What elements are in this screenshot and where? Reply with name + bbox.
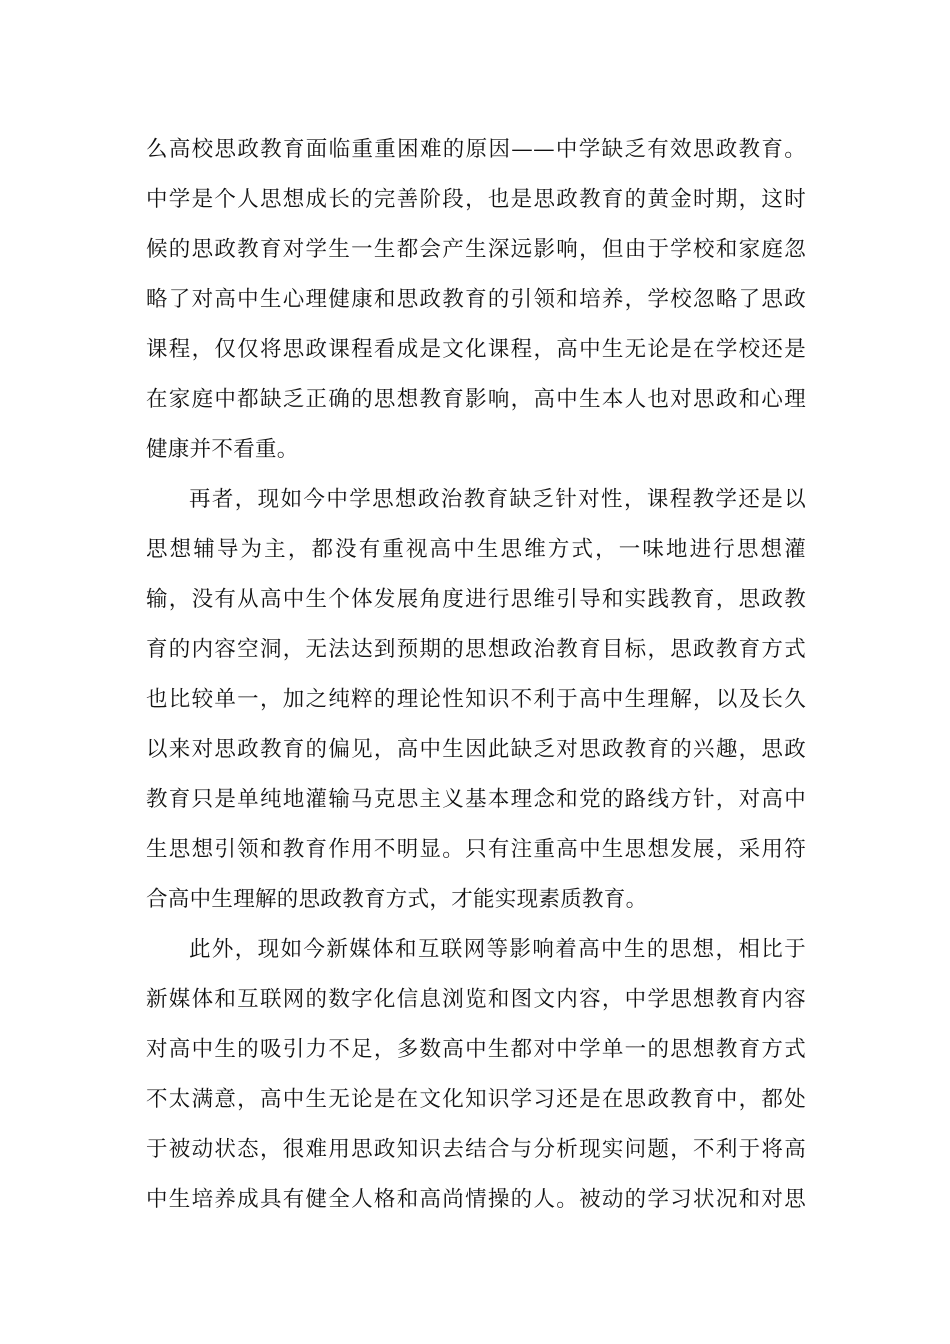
text-line: 对高中生的吸引力不足，多数高中生都对中学单一的思想教育方式 [146, 1037, 806, 1062]
text-line: 课程，仅仅将思政课程看成是文化课程，高中生无论是在学校还是 [146, 337, 806, 362]
text-line: 在家庭中都缺乏正确的思想教育影响，高中生本人也对思政和心理 [146, 387, 806, 412]
text-line: 中学是个人思想成长的完善阶段，也是思政教育的黄金时期，这时 [146, 187, 806, 212]
text-line: 新媒体和互联网的数字化信息浏览和图文内容，中学思想教育内容 [146, 987, 806, 1012]
text-line: 以来对思政教育的偏见，高中生因此缺乏对思政教育的兴趣，思政 [146, 737, 806, 762]
text-line: 育的内容空洞，无法达到预期的思想政治教育目标，思政教育方式 [146, 637, 806, 662]
paragraph-first-line: 再者，现如今中学思想政治教育缺乏针对性，课程教学还是以 [189, 487, 806, 512]
text-line: 健康并不看重。 [146, 437, 299, 462]
text-line: 候的思政教育对学生一生都会产生深远影响，但由于学校和家庭忽 [146, 237, 806, 262]
text-line: 输，没有从高中生个体发展角度进行思维引导和实践教育，思政教 [146, 587, 806, 612]
text-line: 于被动状态，很难用思政知识去结合与分析现实问题，不利于将高 [146, 1137, 806, 1162]
text-line: 略了对高中生心理健康和思政教育的引领和培养，学校忽略了思政 [146, 287, 806, 312]
text-line: 不太满意，高中生无论是在文化知识学习还是在思政教育中，都处 [146, 1087, 806, 1112]
paragraph-first-line: 此外，现如今新媒体和互联网等影响着高中生的思想，相比于 [189, 937, 806, 962]
text-line: 思想辅导为主，都没有重视高中生思维方式，一味地进行思想灌 [146, 537, 806, 562]
text-line: 中生培养成具有健全人格和高尚情操的人。被动的学习状况和对思 [146, 1187, 806, 1212]
text-line: 么高校思政教育面临重重困难的原因——中学缺乏有效思政教育。 [146, 137, 806, 162]
text-line: 生思想引领和教育作用不明显。只有注重高中生思想发展，采用符 [146, 837, 806, 862]
text-line: 教育只是单纯地灌输马克思主义基本理念和党的路线方针，对高中 [146, 787, 806, 812]
text-line: 也比较单一，加之纯粹的理论性知识不利于高中生理解，以及长久 [146, 687, 806, 712]
text-line: 合高中生理解的思政教育方式，才能实现素质教育。 [146, 887, 648, 912]
